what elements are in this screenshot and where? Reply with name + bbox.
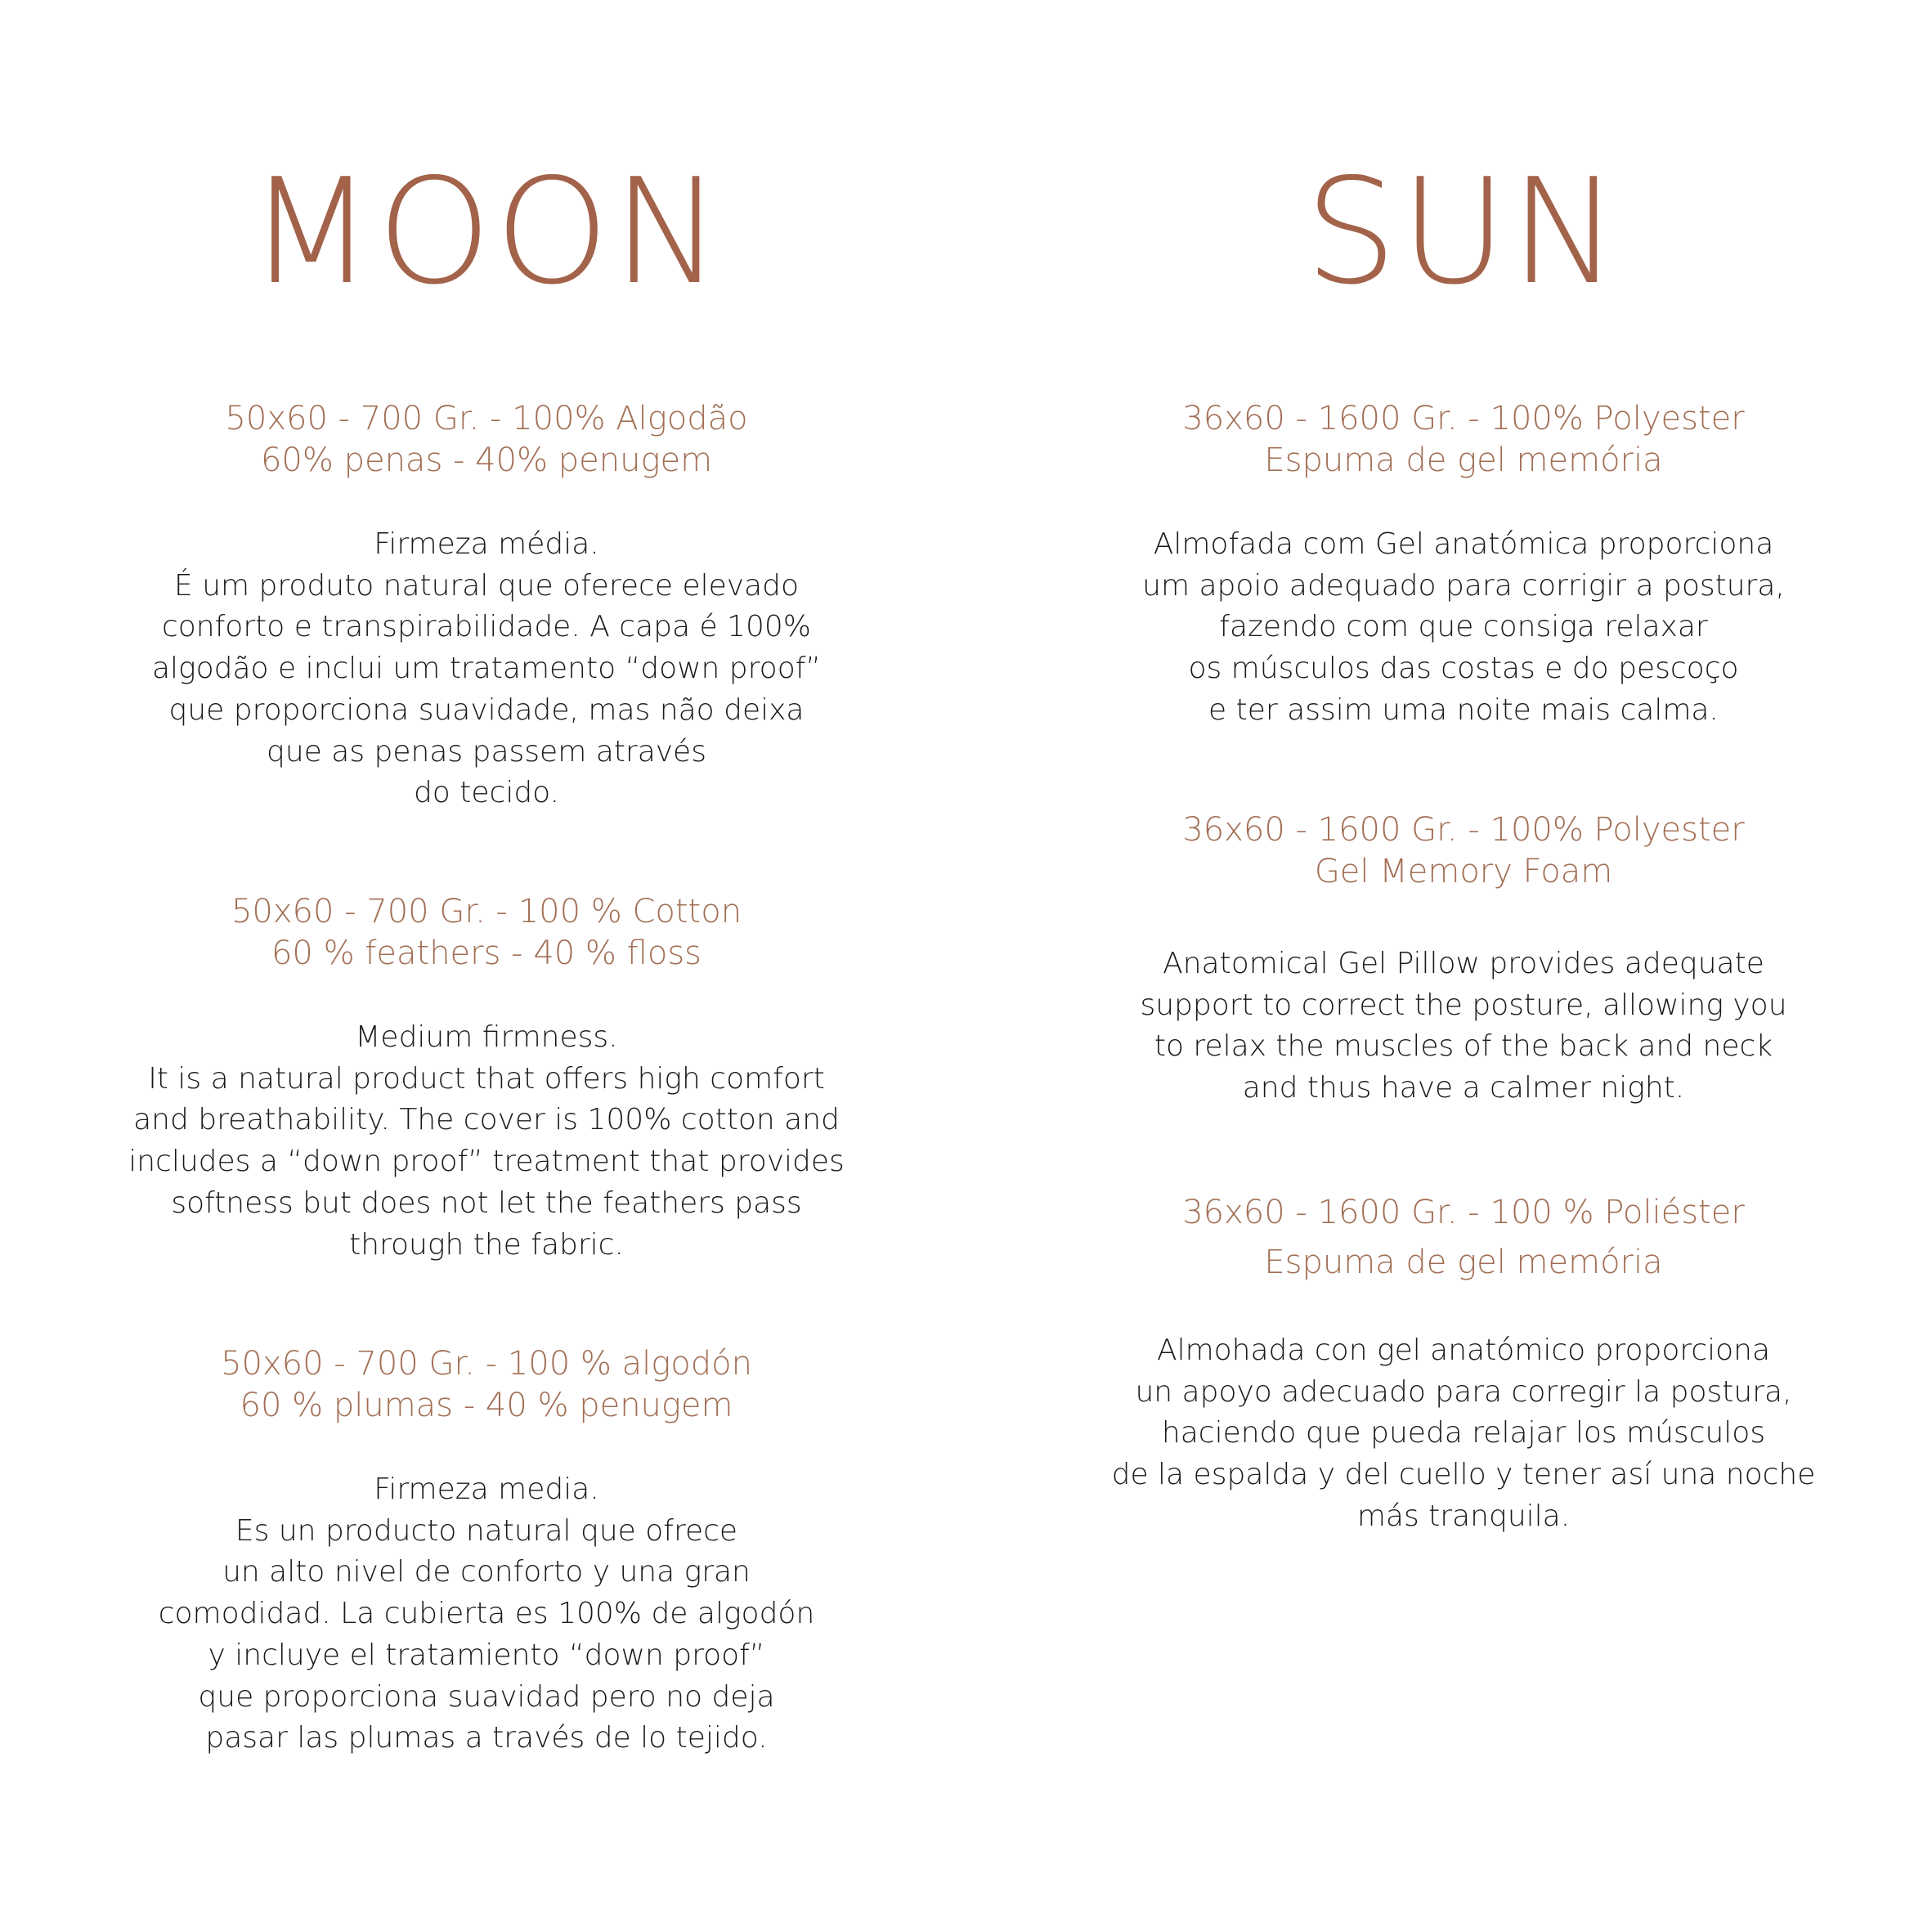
moon-desc-en xyxy=(0,1017,973,1266)
desc-line: Es un producto natural que ofrece xyxy=(235,1513,738,1548)
moon-title: MOON xyxy=(248,147,725,316)
desc-line: que proporciona suavidade, mas não deixa xyxy=(168,693,805,727)
desc-line: Medium firmness. xyxy=(355,1020,618,1054)
desc-line: It is a natural product that offers high comfort xyxy=(148,1061,825,1096)
desc-line: softness but does not let the feathers pass xyxy=(171,1186,802,1220)
desc-line: Firmeza média. xyxy=(374,527,599,561)
spec-line: 60 % plumas - 40 % penugem xyxy=(240,1387,733,1424)
spec-line: Gel Memory Foam xyxy=(1314,853,1613,890)
desc-line: Firmeza media. xyxy=(374,1473,599,1506)
sun-spec-en xyxy=(965,809,1932,893)
moon-desc-pt xyxy=(0,524,973,814)
desc-line: includes a “down proof” treatment that provides xyxy=(128,1145,845,1179)
desc-line: um apoio adequado para corrigir a postura, xyxy=(1142,568,1785,603)
moon-spec-en xyxy=(0,891,973,975)
spec-line: 50x60 - 700 Gr. - 100 % algodón xyxy=(221,1345,752,1383)
desc-line: to relax the muscles of the back and neck xyxy=(1154,1029,1773,1064)
spec-line: 50x60 - 700 Gr. - 100 % Cotton xyxy=(231,893,742,930)
desc-line: Almofada com Gel anatómica proporciona xyxy=(1153,527,1774,561)
desc-line: más tranquila. xyxy=(1356,1499,1571,1533)
desc-line: Almohada con gel anatómico proporciona xyxy=(1156,1334,1771,1367)
desc-line: de la espalda y del cuello y tener así una noche xyxy=(1111,1458,1816,1492)
desc-line: que as penas passem através xyxy=(267,734,706,769)
desc-line: e ter assim uma noite mais calma. xyxy=(1208,693,1719,727)
desc-line: haciendo que pueda relajar los músculos xyxy=(1161,1416,1766,1450)
sun-desc-en xyxy=(965,944,1932,1109)
desc-line: Anatomical Gel Pillow provides adequate xyxy=(1163,947,1764,980)
moon-spec-pt xyxy=(0,398,973,482)
spec-line: Espuma de gel memória xyxy=(1264,442,1663,479)
moon-spec-es xyxy=(0,1343,973,1427)
desc-line: os músculos das costas e do pescoço xyxy=(1188,652,1739,686)
desc-line: un apoyo adecuado para corregir la postura, xyxy=(1135,1374,1792,1409)
desc-line: É um produto natural que oferece elevado xyxy=(174,568,799,603)
spec-line: Espuma de gel memória xyxy=(1264,1244,1663,1281)
desc-line: y incluye el tratamiento “down proof” xyxy=(208,1638,765,1672)
spec-line: 60 % feathers - 40 % floss xyxy=(271,935,702,972)
sun-desc-pt xyxy=(965,524,1932,732)
sun-desc-es xyxy=(965,1330,1932,1538)
spec-line: 36x60 - 1600 Gr. - 100 % Poliéster xyxy=(1182,1194,1745,1231)
desc-line: algodão e inclui um tratamento “down proof” xyxy=(151,652,822,686)
desc-line: and thus have a calmer night. xyxy=(1242,1071,1685,1105)
desc-line: que proporciona suavidad pero no deja xyxy=(198,1679,775,1714)
desc-line: and breathability. The cover is 100% cotton and xyxy=(133,1103,840,1137)
desc-line: fazendo com que consiga relaxar xyxy=(1219,610,1708,644)
sun-title: SUN xyxy=(1304,147,1623,316)
desc-line: pasar las plumas a través de lo tejido. xyxy=(205,1721,768,1755)
desc-line: conforto e transpirabilidade. A capa é 100% xyxy=(161,610,812,644)
moon-desc-es xyxy=(0,1469,973,1759)
spec-line: 36x60 - 1600 Gr. - 100% Polyester xyxy=(1182,400,1745,437)
sun-spec-es xyxy=(965,1188,1932,1288)
desc-line: through the fabric. xyxy=(349,1227,624,1262)
desc-line: comodidad. La cubierta es 100% de algodón xyxy=(158,1597,815,1631)
spec-line: 50x60 - 700 Gr. - 100% Algodão xyxy=(225,400,748,437)
desc-line: do tecido. xyxy=(413,776,560,810)
spec-line: 36x60 - 1600 Gr. - 100% Polyester xyxy=(1182,811,1745,849)
spec-line: 60% penas - 40% penugem xyxy=(260,442,713,479)
desc-line: un alto nivel de conforto y una gran xyxy=(222,1555,751,1589)
sun-spec-pt xyxy=(965,398,1932,482)
desc-line: support to correct the posture, allowing you xyxy=(1140,988,1787,1022)
